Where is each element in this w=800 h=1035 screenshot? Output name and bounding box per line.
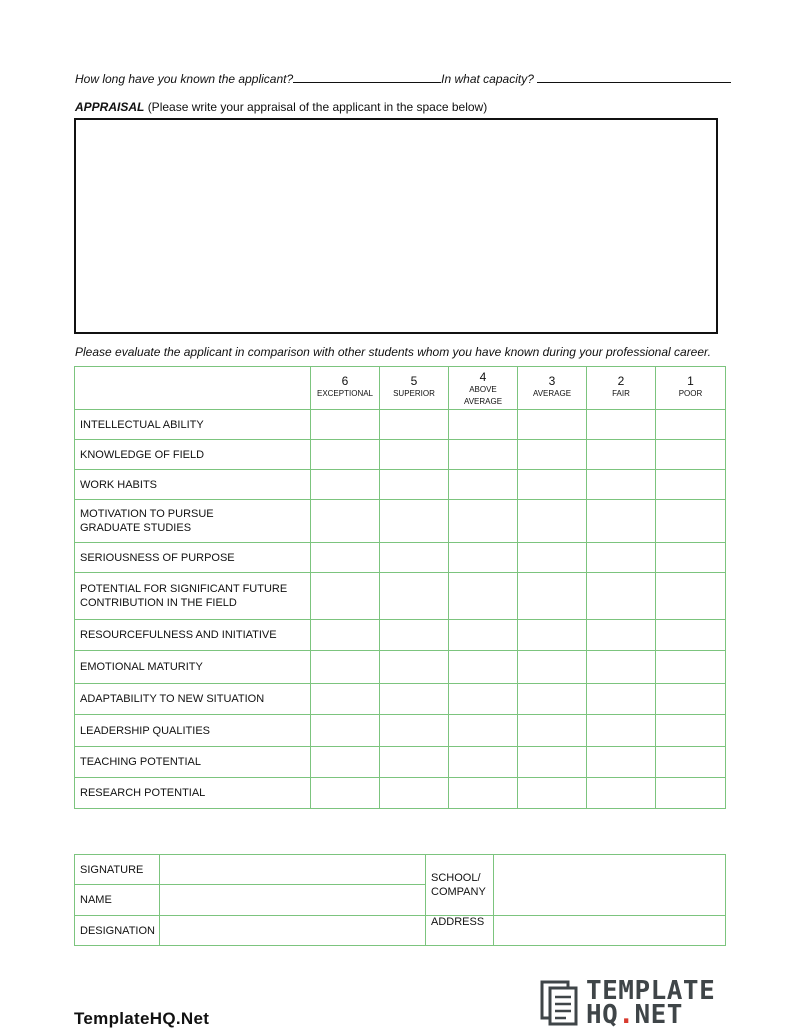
templatehq-logo: [540, 978, 740, 1028]
rating-cell[interactable]: [656, 410, 726, 440]
school-company-label: SCHOOL/ COMPANY: [426, 855, 494, 916]
rating-cell[interactable]: [587, 470, 656, 500]
rating-header-blank: [75, 367, 311, 410]
rating-cell[interactable]: [518, 651, 587, 684]
known-duration-label: How long have you known the applicant?: [75, 72, 294, 86]
footer-site-name: TemplateHQ.Net: [74, 1009, 210, 1028]
rating-cell[interactable]: [311, 651, 380, 684]
rating-cell[interactable]: [311, 440, 380, 470]
capacity-field[interactable]: [537, 71, 731, 83]
rating-cell[interactable]: [656, 573, 726, 620]
rating-cell[interactable]: [380, 684, 449, 715]
designation-field[interactable]: [160, 916, 426, 946]
rating-header-row: [75, 367, 726, 410]
rating-cell[interactable]: [311, 410, 380, 440]
rating-cell[interactable]: [587, 778, 656, 809]
table-row: [75, 651, 726, 684]
table-row: [75, 543, 726, 573]
rating-cell[interactable]: [311, 573, 380, 620]
criterion-label: KNOWLEDGE OF FIELD: [75, 440, 311, 470]
col-header-2: 2 FAIR: [587, 367, 656, 410]
signature-field[interactable]: [160, 855, 426, 885]
table-row: [75, 747, 726, 778]
rating-cell[interactable]: [449, 715, 518, 747]
rating-cell[interactable]: [311, 500, 380, 543]
appraisal-title: APPRAISAL: [75, 100, 145, 114]
col-header-3: 3 AVERAGE: [518, 367, 587, 410]
known-question-line: [75, 71, 731, 86]
rating-cell[interactable]: [311, 470, 380, 500]
rating-cell[interactable]: [656, 470, 726, 500]
rating-cell[interactable]: [311, 543, 380, 573]
table-row: [75, 684, 726, 715]
rating-cell[interactable]: [449, 684, 518, 715]
criterion-label: EMOTIONAL MATURITY: [75, 651, 311, 684]
document-icon: [540, 980, 580, 1026]
criterion-label: RESEARCH POTENTIAL: [75, 778, 311, 809]
rating-cell[interactable]: [518, 747, 587, 778]
appraisal-instruction: (Please write your appraisal of the applicant in the space below): [147, 100, 488, 114]
signature-table: [74, 854, 726, 946]
rating-cell[interactable]: [449, 620, 518, 651]
rating-cell[interactable]: [380, 778, 449, 809]
rating-cell[interactable]: [656, 543, 726, 573]
rating-cell[interactable]: [587, 410, 656, 440]
rating-cell[interactable]: [380, 410, 449, 440]
rating-cell[interactable]: [587, 440, 656, 470]
rating-cell[interactable]: [449, 500, 518, 543]
capacity-label: In what capacity?: [441, 72, 534, 86]
col-header-4: 4 ABOVE AVERAGE: [449, 367, 518, 410]
rating-cell[interactable]: [518, 715, 587, 747]
table-row: [75, 620, 726, 651]
address-field[interactable]: [494, 916, 726, 946]
rating-cell[interactable]: [518, 470, 587, 500]
table-row: [75, 778, 726, 809]
logo-word-hqnet: HQ.NET: [586, 1000, 683, 1030]
rating-cell[interactable]: [587, 715, 656, 747]
table-row: [75, 440, 726, 470]
evaluation-note: Please evaluate the applicant in comparison with other students whom you have known during your professional career.: [75, 345, 711, 359]
name-label: NAME: [75, 885, 160, 916]
name-field[interactable]: [160, 885, 426, 916]
rating-cell[interactable]: [449, 778, 518, 809]
known-duration-field[interactable]: [293, 71, 441, 83]
rating-cell[interactable]: [449, 410, 518, 440]
criterion-label: SERIOUSNESS OF PURPOSE: [75, 543, 311, 573]
rating-cell[interactable]: [380, 715, 449, 747]
rating-cell[interactable]: [656, 500, 726, 543]
criterion-label: TEACHING POTENTIAL: [75, 747, 311, 778]
rating-cell[interactable]: [518, 620, 587, 651]
rating-cell[interactable]: [518, 543, 587, 573]
rating-cell[interactable]: [311, 620, 380, 651]
rating-cell[interactable]: [587, 747, 656, 778]
rating-cell[interactable]: [311, 684, 380, 715]
appraisal-heading: [75, 100, 487, 114]
criterion-label: WORK HABITS: [75, 470, 311, 500]
rating-cell[interactable]: [449, 543, 518, 573]
rating-cell[interactable]: [449, 651, 518, 684]
criterion-label: POTENTIAL FOR SIGNIFICANT FUTURE CONTRIBUTION IN THE FIELD: [75, 573, 311, 620]
rating-cell[interactable]: [656, 778, 726, 809]
table-row: [75, 470, 726, 500]
rating-cell[interactable]: [449, 747, 518, 778]
rating-cell[interactable]: [311, 747, 380, 778]
rating-cell[interactable]: [449, 470, 518, 500]
rating-cell[interactable]: [380, 620, 449, 651]
col-header-5: 5 SUPERIOR: [380, 367, 449, 410]
rating-cell[interactable]: [587, 500, 656, 543]
rating-cell[interactable]: [380, 543, 449, 573]
rating-cell[interactable]: [449, 440, 518, 470]
rating-cell[interactable]: [518, 500, 587, 543]
rating-cell[interactable]: [587, 573, 656, 620]
col-header-1: 1 POOR: [656, 367, 726, 410]
rating-cell[interactable]: [656, 684, 726, 715]
criterion-label: RESOURCEFULNESS AND INITIATIVE: [75, 620, 311, 651]
rating-cell[interactable]: [518, 778, 587, 809]
table-row: [75, 573, 726, 620]
rating-cell[interactable]: [587, 651, 656, 684]
rating-cell[interactable]: [587, 620, 656, 651]
designation-label: DESIGNATION: [75, 916, 160, 946]
school-company-field[interactable]: [494, 855, 726, 916]
rating-cell[interactable]: [656, 747, 726, 778]
rating-cell[interactable]: [380, 573, 449, 620]
col-header-6: 6 EXCEPTIONAL: [311, 367, 380, 410]
table-row: [75, 410, 726, 440]
rating-cell[interactable]: [380, 500, 449, 543]
appraisal-text-area[interactable]: [74, 118, 718, 334]
rating-cell[interactable]: [518, 440, 587, 470]
criterion-label: ADAPTABILITY TO NEW SITUATION: [75, 684, 311, 715]
criterion-label: MOTIVATION TO PURSUE GRADUATE STUDIES: [75, 500, 311, 543]
rating-cell[interactable]: [449, 573, 518, 620]
rating-cell[interactable]: [587, 543, 656, 573]
rating-cell[interactable]: [656, 620, 726, 651]
table-row: [75, 500, 726, 543]
rating-table: [74, 366, 726, 809]
rating-cell[interactable]: [518, 410, 587, 440]
rating-cell[interactable]: [656, 715, 726, 747]
rating-cell[interactable]: [311, 778, 380, 809]
rating-cell[interactable]: [656, 440, 726, 470]
rating-cell[interactable]: [656, 651, 726, 684]
rating-cell[interactable]: [518, 684, 587, 715]
address-label: ADDRESS: [426, 916, 494, 946]
rating-cell[interactable]: [311, 715, 380, 747]
logo-word-template: TEMPLATE: [586, 976, 716, 1006]
signature-label: SIGNATURE: [75, 855, 160, 885]
rating-cell[interactable]: [518, 573, 587, 620]
criterion-label: INTELLECTUAL ABILITY: [75, 410, 311, 440]
rating-cell[interactable]: [587, 684, 656, 715]
table-row: [75, 715, 726, 747]
rating-cell[interactable]: [380, 470, 449, 500]
rating-cell[interactable]: [380, 747, 449, 778]
rating-cell[interactable]: [380, 440, 449, 470]
rating-cell[interactable]: [380, 651, 449, 684]
criterion-label: LEADERSHIP QUALITIES: [75, 715, 311, 747]
